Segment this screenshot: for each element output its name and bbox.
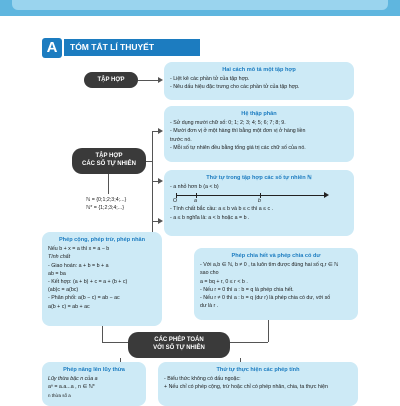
box-luy-thua bbox=[42, 362, 146, 406]
box-line: dư là r . bbox=[200, 303, 219, 310]
box-title: Phép nâng lên lũy thừa bbox=[63, 367, 125, 373]
box-line: Nếu b + x = a thì x = a − b bbox=[48, 246, 110, 253]
box-line: sao cho bbox=[200, 270, 219, 277]
connector bbox=[230, 342, 268, 343]
axis-label-a: a bbox=[194, 198, 197, 205]
connector bbox=[102, 342, 128, 343]
node-line: TẬP HỢP bbox=[95, 153, 123, 159]
box-line: a = bq + r, 0 ≤ r < b . bbox=[200, 278, 248, 285]
node-line: CÁC PHÉP TOÁN bbox=[154, 337, 204, 343]
axis-label-b: b bbox=[258, 198, 261, 205]
box-title: Phép cộng, phép trừ, phép nhân bbox=[58, 237, 146, 243]
connector bbox=[268, 320, 269, 342]
section-label: A bbox=[42, 38, 62, 58]
node-tap-hop-so-tu-nhien bbox=[72, 148, 146, 174]
box-phep-chia bbox=[194, 248, 358, 320]
box-hai-cach-mo-ta bbox=[164, 62, 354, 100]
box-line: Lũy thừa bậc n của a bbox=[48, 376, 98, 383]
box-line: - Nêu dấu hiệu đặc trưng cho các phần tử của tập hợp. bbox=[170, 84, 300, 91]
connector bbox=[102, 326, 103, 342]
box-line: - Nếu r = 0 thì a : b = q là phép chia hết. bbox=[200, 286, 294, 293]
box-he-thap-phan bbox=[164, 106, 354, 162]
connector bbox=[138, 80, 160, 81]
box-line: - Nếu r ≠ 0 thì a : b = q (dư r) là phép chia có dư, với số bbox=[200, 295, 331, 302]
node-line: CÁC SỐ TỰ NHIÊN bbox=[82, 161, 136, 167]
box-line: - a nhỏ hơn b (a < b) bbox=[170, 184, 219, 191]
top-banner bbox=[0, 0, 400, 16]
box-line: - Mỗi số tự nhiên đều bằng tổng giá trị các chữ số của nó. bbox=[170, 144, 306, 151]
connector bbox=[152, 131, 159, 132]
set-definitions bbox=[86, 196, 156, 212]
box-title: Hai cách mô tả một tập hợp bbox=[222, 67, 296, 73]
node-tap-hop-label: TẬP HỢP bbox=[97, 77, 125, 83]
box-title: Phép chia hết và phép chia có dư bbox=[231, 253, 321, 259]
box-title: Hệ thập phân bbox=[241, 111, 277, 117]
connector bbox=[152, 132, 153, 238]
box-phep-cong-tru-nhan bbox=[42, 232, 162, 326]
connector bbox=[152, 181, 159, 182]
box-title: Thứ tự trong tập hợp các số tự nhiên ℕ bbox=[206, 175, 312, 181]
box-line: ab = ba bbox=[48, 270, 66, 277]
connector bbox=[108, 174, 109, 194]
box-line: - Biểu thức không có dấu ngoặc: bbox=[164, 376, 241, 383]
box-line: - a ≤ b nghĩa là: a < b hoặc a = b . bbox=[170, 214, 250, 221]
set-n-star: ℕ* = {1;2;3;4;...} bbox=[86, 205, 124, 212]
box-thu-tu bbox=[164, 170, 354, 236]
arrow-icon bbox=[158, 77, 163, 83]
box-line: aⁿ = a.a...a , n ∈ ℕ* bbox=[48, 384, 95, 391]
banner-pattern bbox=[12, 0, 388, 10]
box-line: a(b + c) = ab + ac bbox=[48, 303, 90, 310]
section-title: TÓM TẮT LÍ THUYẾT bbox=[64, 39, 200, 56]
box-line: Tính chất bbox=[48, 254, 71, 261]
number-line bbox=[170, 191, 348, 205]
box-line: + Nếu chỉ có phép cộng, trừ hoặc chỉ có phép nhân, chia, ta thực hiện bbox=[164, 384, 328, 391]
box-line: - Với a,b ∈ ℕ, b ≠ 0 , ta luôn tìm được đúng hai số q,r ∈ ℕ bbox=[200, 262, 339, 269]
box-line: - Mười đơn vị ở một hàng thì bằng một đơn vị ở hàng liền bbox=[170, 128, 306, 135]
box-line: - Kết hợp: (a + b) + c = a + (b + c) bbox=[48, 279, 128, 286]
box-line: n thừa số a bbox=[48, 392, 71, 398]
axis-label-o: O bbox=[173, 198, 178, 205]
box-line: - Tính chất bắc cầu: a ≤ b và b ≤ c thì a ≤ c . bbox=[170, 206, 274, 213]
box-line: trước nó. bbox=[170, 136, 192, 143]
node-tap-hop bbox=[84, 72, 138, 88]
node-line: VỚI SỐ TỰ NHIÊN bbox=[153, 345, 205, 351]
box-line: - Sử dụng mười chữ số: 0; 1; 2; 3; 4; 5; 6; 7; 8; 9. bbox=[170, 120, 286, 127]
box-line: - Phân phối: a(b − c) = ab − ac bbox=[48, 295, 120, 302]
box-title: Thứ tự thực hiện các phép tính bbox=[216, 367, 300, 373]
set-n: ℕ = {0;1;2;3;4;...} bbox=[86, 197, 127, 203]
box-line: - Giao hoán: a + b = b + a bbox=[48, 262, 109, 269]
box-line: (ab)c = a(bc) bbox=[48, 287, 79, 294]
node-cac-phep-toan bbox=[128, 332, 230, 358]
connector bbox=[152, 221, 159, 222]
box-line: - Liệt kê các phần tử của tập hợp. bbox=[170, 76, 250, 83]
box-thu-tu-phep-tinh bbox=[158, 362, 358, 406]
